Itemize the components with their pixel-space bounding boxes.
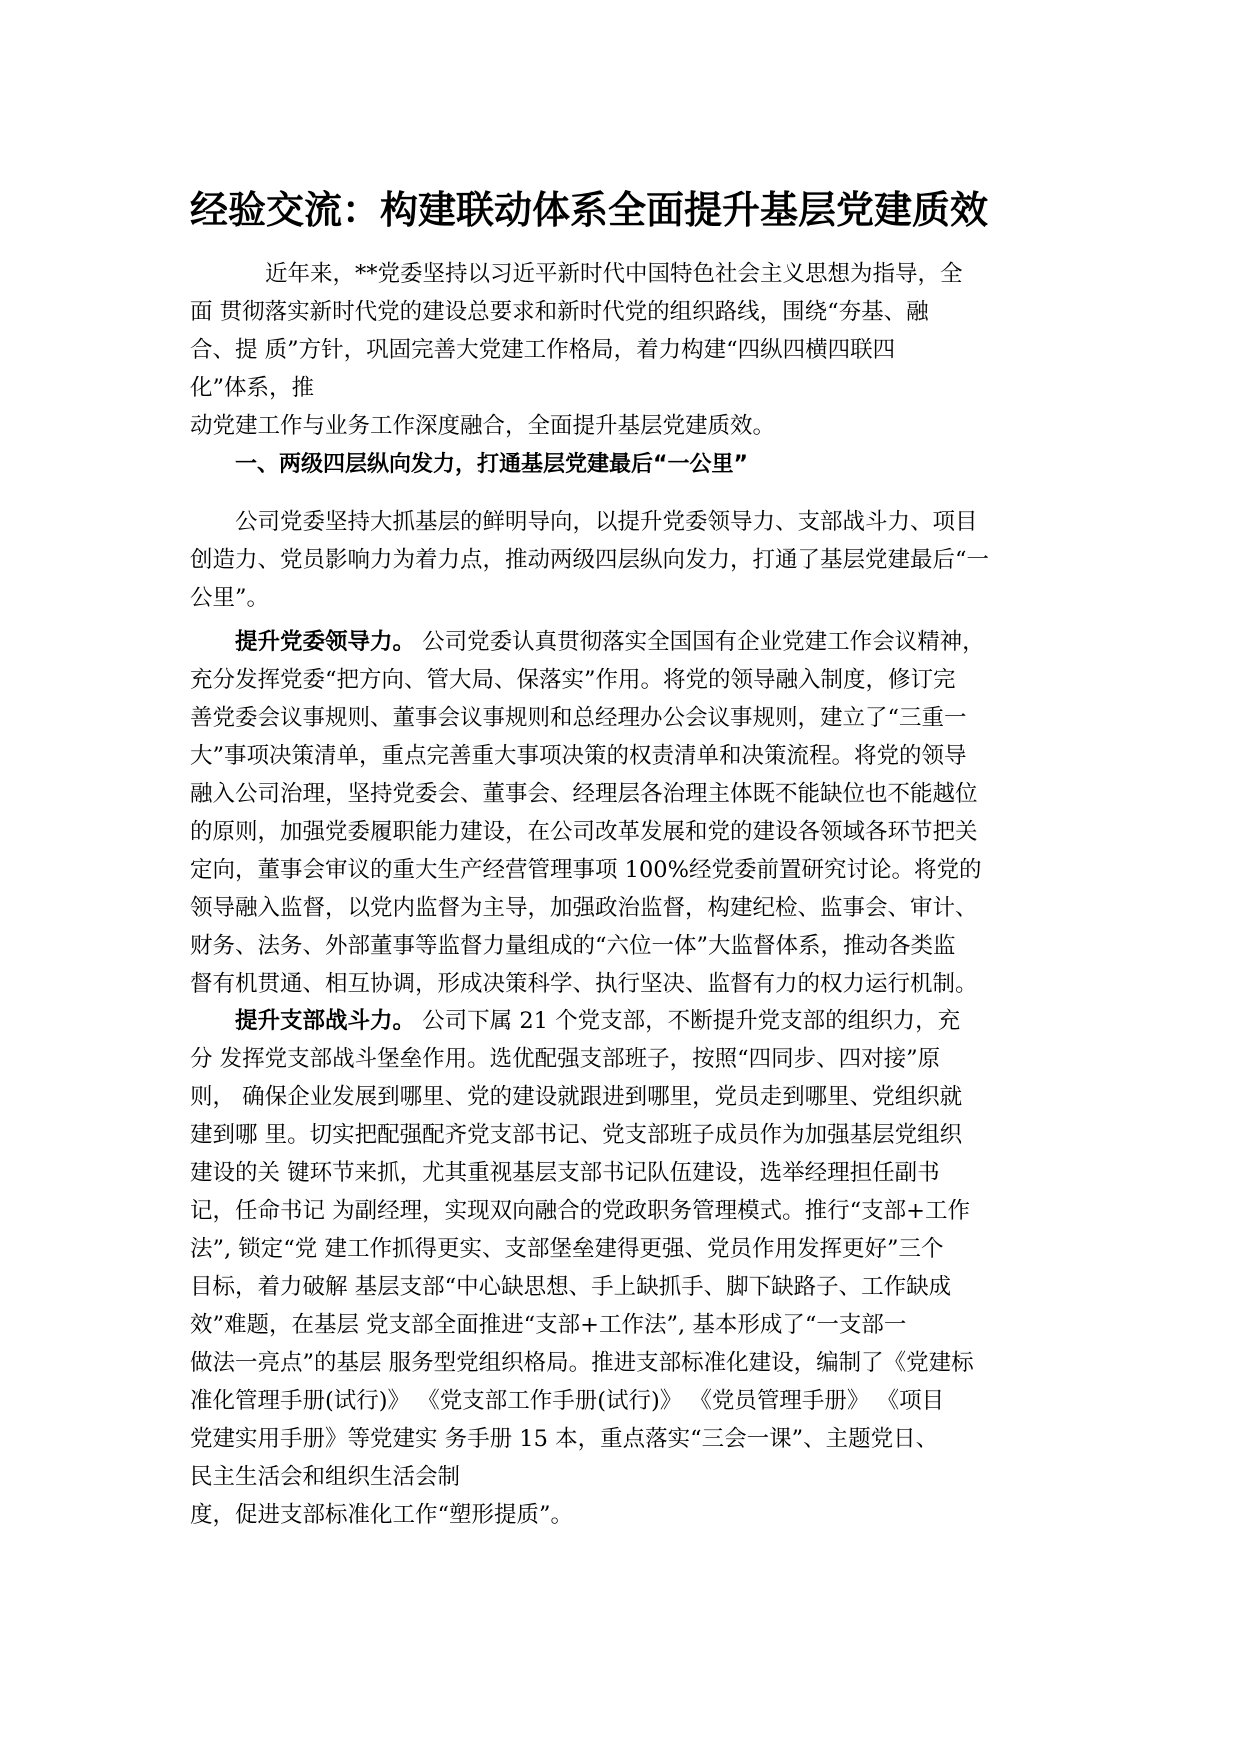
text-line: 融入公司治理，坚持党委会、董事会、经理层各治理主体既不能缺位也不能越位 <box>190 781 978 807</box>
text-line: 充分发挥党委“把方向、管大局、保落实”作用。将党的领导融入制度，修订完 <box>190 667 956 693</box>
text-line: 准化管理手册(试行)》 《党支部工作手册(试行)》 《党员管理手册》 《项目 <box>190 1388 945 1414</box>
text-line: 的原则，加强党委履职能力建设，在公司改革发展和党的建设各领域各环节把关 <box>190 819 978 845</box>
text-line: 动党建工作与业务工作深度融合，全面提升基层党建质效。 <box>190 413 776 439</box>
text-line: 化”体系，推 <box>190 375 315 401</box>
text-line: 目标，着力破解 基层支部“中心缺思想、手上缺抓手、脚下缺路子、工作缺成 <box>190 1274 952 1300</box>
text-line: 分 发挥党支部战斗堡垒作用。选优配强支部班子，按照“四同步、四对接”原 <box>190 1046 941 1072</box>
text-line: 民主生活会和组织生活会制 <box>190 1464 461 1490</box>
section-heading: 一、两级四层纵向发力，打通基层党建最后“一公里” <box>235 452 748 477</box>
leadership-paragraph <box>190 623 1060 1003</box>
section1-paragraph <box>190 503 1060 617</box>
text-line: 公司党委坚持大抓基层的鲜明导向，以提升党委领导力、支部战斗力、项目 <box>235 509 978 535</box>
text-line: 公里”。 <box>190 585 270 611</box>
text-line: 记，任命书记 为副经理，实现双向融合的党政职务管理模式。推行“支部+工作 <box>190 1198 971 1224</box>
text-line: 近年来，**党委坚持以习近平新时代中国特色社会主义思想为指导，全 <box>265 261 963 287</box>
text-line: 创造力、党员影响力为着力点，推动两级四层纵向发力，打通了基层党建最后“一 <box>190 547 990 573</box>
text-line: 效”难题，在基层 党支部全面推进“支部+工作法”, 基本形成了“一支部一 <box>190 1312 907 1338</box>
text-line: 则， 确保企业发展到哪里、党的建设就跟进到哪里，党员走到哪里、党组织就 <box>190 1084 963 1110</box>
text-line <box>190 623 1060 661</box>
text-line: 建设的关 键环节来抓，尤其重视基层支部书记队伍建设，选举经理担任副书 <box>190 1160 940 1186</box>
text-line: 财务、法务、外部董事等监督力量组成的“六位一体”大监督体系，推动各类监 <box>190 933 956 959</box>
text-line: 善党委会议事规则、董事会议事规则和总经理办公会议事规则，建立了“三重一 <box>190 705 967 731</box>
text-line: 领导融入监督，以党内监督为主导，加强政治监督，构建纪检、监事会、审计、 <box>190 895 978 921</box>
paragraph-lead: 提升支部战斗力。 <box>235 1008 416 1034</box>
text-line: 度，促进支部标准化工作“塑形提质”。 <box>190 1502 574 1528</box>
branch-paragraph <box>190 1002 1060 1534</box>
text-line: 建到哪 里。切实把配强配齐党支部书记、党支部班子成员作为加强基层党组织 <box>190 1122 963 1148</box>
paragraph-text: 公司下属 21 个党支部，不断提升党支部的组织力，充 <box>415 1008 961 1034</box>
paragraph-text: 公司党委认真贯彻落实全国国有企业党建工作会议精神， <box>415 629 985 655</box>
text-line: 定向，董事会审议的重大生产经营管理事项 100%经党委前置研究讨论。将党的 <box>190 857 982 883</box>
text-line: 法”, 锁定“党 建工作抓得更实、支部堡垒建得更强、党员作用发挥更好”三个 <box>190 1236 944 1262</box>
text-line: 面 贯彻落实新时代党的建设总要求和新时代党的组织路线，围绕“夯基、融 <box>190 299 929 325</box>
text-line: 合、提 质”方针，巩固完善大党建工作格局，着力构建“四纵四横四联四 <box>190 337 896 363</box>
intro-paragraph <box>190 255 1060 445</box>
text-line: 督有机贯通、相互协调，形成决策科学、执行坚决、监督有力的权力运行机制。 <box>190 971 978 997</box>
text-line: 大”事项决策清单，重点完善重大事项决策的权责清单和决策流程。将党的领导 <box>190 743 967 769</box>
text-line <box>190 1002 1060 1040</box>
section-heading-1 <box>190 446 1060 484</box>
document-title: 经验交流：构建联动体系全面提升基层党建质效 <box>190 188 989 232</box>
text-line: 做法一亮点”的基层 服务型党组织格局。推进支部标准化建设，编制了《党建标 <box>190 1350 974 1376</box>
text-line: 党建实用手册》等党建实 务手册 15 本，重点落实“三会一课”、主题党日、 <box>190 1426 939 1452</box>
paragraph-lead: 提升党委领导力。 <box>235 629 416 655</box>
